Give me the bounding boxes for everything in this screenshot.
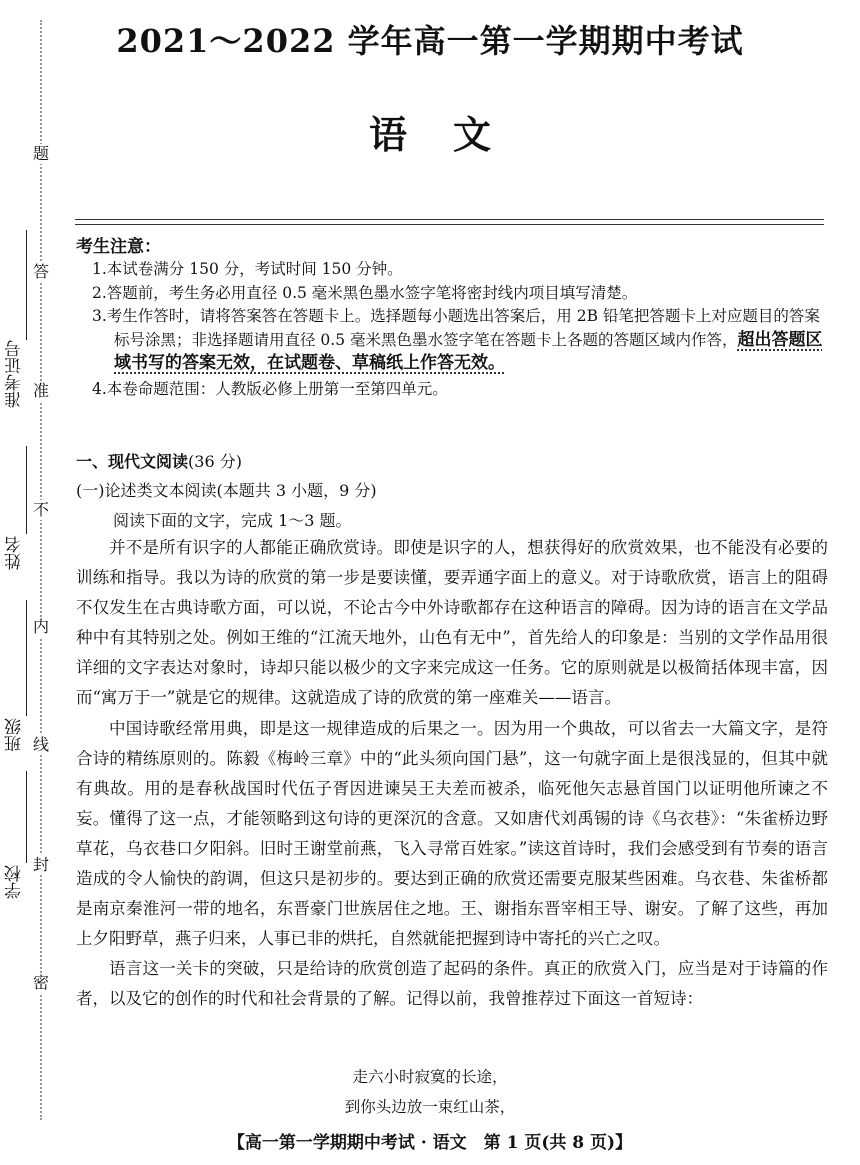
paragraph: 语言这一关卡的突破，只是给诗的欣赏创造了起码的条件。真正的欣赏入门，应当是对于诗篇的作者，以及它的创作的时代和社会背景的了解。记得以前，我曾推荐过下面这一首短诗： [76, 959, 828, 1009]
subsection-title: (一)论述类文本阅读(本题共 3 小题，9 分) [76, 481, 377, 500]
section-title-text: 一、现代文阅读 [76, 452, 189, 471]
poem [0, 1062, 860, 1122]
field-line[interactable] [26, 446, 27, 534]
field-name [3, 536, 27, 570]
seal-char: 线 [32, 735, 49, 754]
poem-line: 走六小时寂寞的长途， [352, 1068, 508, 1086]
seal-char: 不 [32, 500, 49, 519]
header-rule [75, 224, 824, 225]
notice-item: 1.本试卷满分 150 分，考试时间 150 分钟。 [92, 260, 403, 278]
field-school [3, 865, 27, 899]
section-title [76, 449, 242, 472]
reading-passage [76, 533, 828, 1015]
header-rule [75, 219, 824, 220]
notice-list [92, 258, 832, 401]
instruction: 阅读下面的文字，完成 1～3 题。 [113, 511, 352, 530]
exam-title: 2021～2022 学年高一第一学期期中考试 [116, 22, 744, 60]
seal-char: 内 [32, 617, 49, 636]
field-line[interactable] [26, 771, 27, 863]
poem-line: 到你头边放一束红山茶， [344, 1098, 516, 1116]
notice-heading: 考生注意： [76, 237, 161, 257]
seal-dotted-line [40, 20, 42, 1120]
seal-char: 准 [32, 381, 49, 400]
paragraph: 中国诗歌经常用典，即是这一规律造成的后果之一。因为用一个典故，可以省去一大篇文字，是符合诗的精练原则的。陈毅《梅岭三章》中的“此头须向国门悬”，这一句就字面上是很浅显的，但其中就有典故。用的是春秋战国时代伍子胥因进谏吴王夫差而被杀，临死他矢志悬首国门以证明他所谏之不妄。懂得了这一点，才能领略到这句诗的更深沉的含意。又如唐代刘禹锡的诗《乌衣巷》：“朱雀桥边野草花，乌衣巷口夕阳斜。旧时王谢堂前燕，飞入寻常百姓家。”读这首诗时，我们会感受到有节奏的语言造成的令人愉快的韵调，但这只是初步的。要达到正确的欣赏还需要克服某些困难。乌衣巷、朱雀桥都是南京秦淮河一带的地名，东晋豪门世族居住之地。王、谢指东晋宰相王导、谢安。了解了这些，再加上夕阳野草，燕子归来，人事已非的烘托，自然就能把握到诗中寄托的兴亡之叹。 [76, 718, 828, 949]
paragraph: 并不是所有识字的人都能正确欣赏诗。即使是识字的人，想获得好的欣赏效果，也不能没有必要的训练和指导。我以为诗的欣赏的第一步是要读懂，要弄通字面上的意义。对于诗歌欣赏，语言上的阻碍不仅发生在古典诗歌方面，可以说，不论古今中外诗歌都存在这种语言的障碍。因为诗的语言在文学品种中有其特别之处。例如王维的“江流天地外，山色有无中”，首先给人的印象是：当别的文学作品用很详细的文字表达对象时，诗却只能以极少的文字来完成这一任务。它的原则就是以极简括体现丰富，因而“寓万于一”就是它的规律。这就造成了诗的欣赏的第一座难关——语言。 [76, 538, 828, 708]
seal-char: 答 [32, 262, 49, 281]
notice-emphasis: 超出答题区域书写的答案无效，在试题卷、草稿纸上作答无效。 [114, 329, 823, 373]
notice-item: 2.答题前，考生务必用直径 0.5 毫米黑色墨水签字笔将密封线内项目填写清楚。 [92, 283, 638, 302]
field-label: 姓名 [5, 536, 25, 570]
notice-item [92, 305, 832, 376]
field-label: 学校 [5, 865, 25, 899]
field-label: 班级 [5, 718, 25, 752]
seal-char: 封 [32, 855, 49, 874]
section-score: (36 分) [188, 452, 242, 471]
notice-item-text: 3.考生作答时，请将答案答在答题卡上。选择题每小题选出答案后，用 2B 铅笔把答题卡上对应题目的答案标号涂黑；非选择题请用直径 0.5 毫米黑色墨水签字笔在答题卡上各题的答题区域内作答， [92, 307, 820, 349]
seal-char: 密 [32, 973, 49, 992]
field-line[interactable] [26, 600, 27, 716]
field-class [3, 718, 27, 752]
field-label: 准考证号 [5, 340, 25, 408]
seal-char: 题 [32, 144, 49, 163]
notice-item: 4.本卷命题范围：人教版必修上册第一至第四单元。 [92, 379, 448, 398]
page-footer: 【高一第一学期期中考试 · 语文 第 1 页(共 8 页)】 [227, 1133, 633, 1153]
subject-title: 语文 [368, 112, 537, 157]
field-line[interactable] [26, 230, 27, 340]
field-exam-number [3, 340, 27, 408]
